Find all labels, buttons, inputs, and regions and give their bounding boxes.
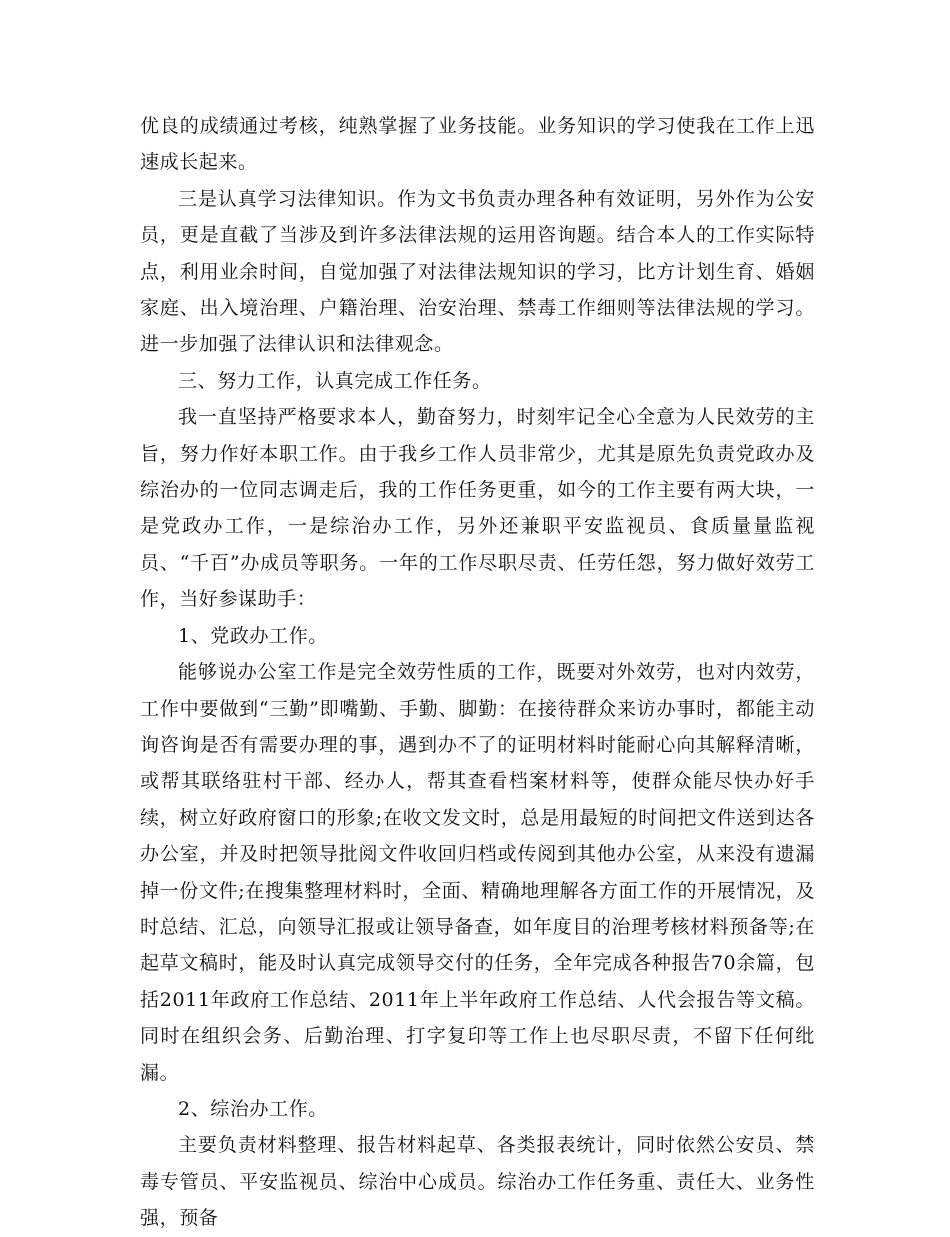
- paragraph: 我一直坚持严格要求本人，勤奋努力，时刻牢记全心全意为人民效劳的主旨，努力作好本职工作。由于我乡工作人员非常少，尤其是原先负责党政办及综治办的一位同志调走后，我的工作任务更重，如今的工作主要有两大块，一是党政办工作，一是综治办工作，另外还兼职平安监视员、食质量量监视员、“千百”办成员等职务。一年的工作尽职尽责、任劳任怨，努力做好效劳工作，当好参谋助手：: [140, 406, 815, 611]
- paragraph: 能够说办公室工作是完全效劳性质的工作，既要对外效劳，也对内效劳，工作中要做到“三勤”即嘴勤、手勤、脚勤：在接待群众来访办事时，都能主动询咨询是否有需要办理的事，遇到办不了的证明材料时能耐心向其解释清晰，或帮其联络驻村干部、经办人，帮其查看档案材料等，使群众能尽快办好手续，树立好政府窗口的形象;在收文发文时，总是用最短的时间把文件送到达各办公室，并及时把领导批阅文件收回归档或传阅到其他办公室，从来没有遗漏掉一份文件;在搜集整理材料时，全面、精确地理解各方面工作的开展情况，及时总结、汇总，向领导汇报或让领导备查，如年度目的治理考核材料预备等;在起草文稿时，能及时认真完成领导交付的任务，全年完成各种报告70余篇，包括2011年政府工作总结、2011年上半年政府工作总结、人代会报告等文稿。同时在组织会务、后勤治理、打字复印等工作上也尽职尽责，不留下任何纰漏。: [140, 661, 815, 1084]
- paragraph: 优良的成绩通过考核，纯熟掌握了业务技能。业务知识的学习使我在工作上迅速成长起来。: [140, 115, 815, 174]
- paragraph: 三是认真学习法律知识。作为文书负责办理各种有效证明，另外作为公安员，更是直截了当涉及到许多法律法规的运用咨询题。结合本人的工作实际特点，利用业余时间，自觉加强了对法律法规知识的学习，比方计划生育、婚姻家庭、出入境治理、户籍治理、治安治理、禁毒工作细则等法律法规的学习。进一步加强了法律认识和法律观念。: [140, 187, 815, 356]
- paragraph: 主要负责材料整理、报告材料起草、各类报表统计，同时依然公安员、禁毒专管员、平安监视员、综治中心成员。综治办工作任务重、责任大、业务性强，预备: [140, 1134, 815, 1230]
- document-body: [140, 108, 815, 1237]
- subsection-heading: 1、党政办工作。: [178, 624, 328, 647]
- section-heading: 三、努力工作，认真完成工作任务。: [178, 369, 492, 392]
- subsection-heading: 2、综治办工作。: [178, 1097, 328, 1120]
